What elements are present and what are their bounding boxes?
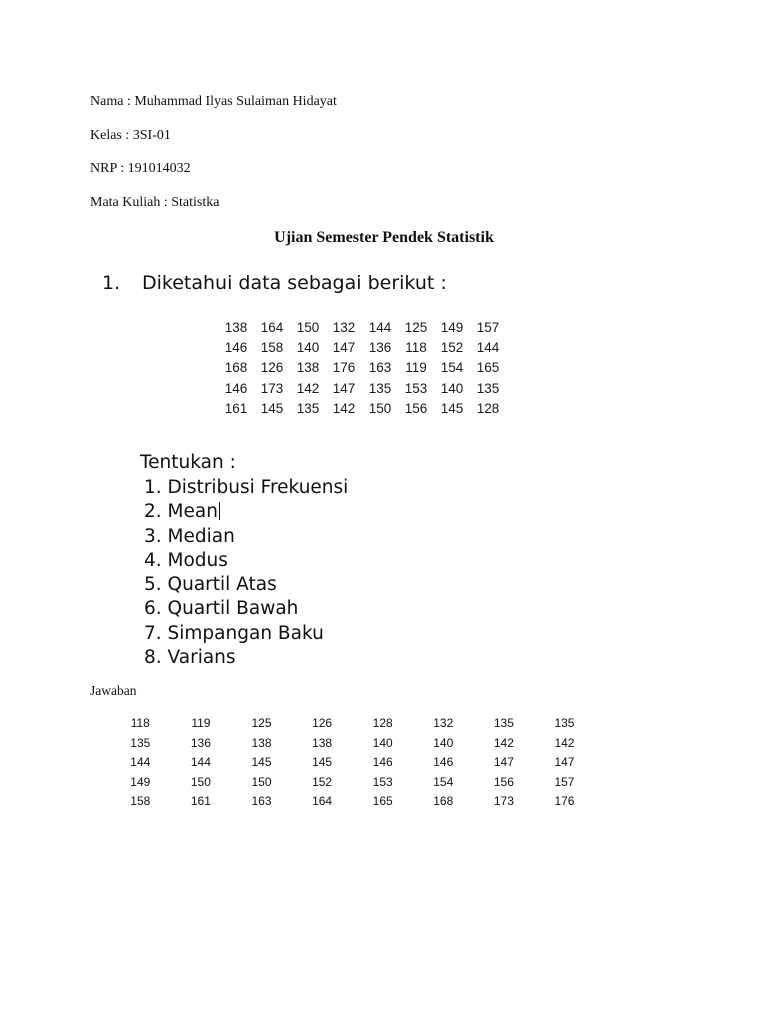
given-data-cell: 161 xyxy=(224,400,248,416)
given-data-cell: 146 xyxy=(224,380,248,396)
sorted-data-cell: 132 xyxy=(433,716,454,730)
sorted-data-cell: 163 xyxy=(251,794,272,808)
sorted-data-cell: 150 xyxy=(190,774,211,789)
sorted-data-cell: 135 xyxy=(554,716,575,730)
given-data-cell: 153 xyxy=(404,380,428,396)
given-data-cell: 144 xyxy=(476,340,500,356)
sorted-data-cell: 138 xyxy=(251,735,272,750)
task-list xyxy=(140,476,348,670)
sorted-data-cell: 128 xyxy=(372,716,393,730)
given-data-cell: 149 xyxy=(440,320,464,335)
sorted-data-cell: 164 xyxy=(312,794,333,808)
sorted-data-cell: 173 xyxy=(493,794,514,808)
given-data-cell: 135 xyxy=(476,380,500,396)
sorted-data-cell: 144 xyxy=(130,755,151,769)
sorted-data-cell: 146 xyxy=(433,755,454,769)
sorted-data-cell: 154 xyxy=(433,774,454,789)
sorted-data-cell: 140 xyxy=(372,735,393,750)
given-data-cell: 154 xyxy=(440,360,464,376)
sorted-data-cell: 140 xyxy=(433,735,454,750)
task-item-text: 5. Quartil Atas xyxy=(144,574,277,596)
task-item-text: 3. Median xyxy=(144,525,235,547)
sorted-data-cell: 147 xyxy=(554,755,575,769)
sorted-data-cell: 138 xyxy=(312,735,333,750)
task-item xyxy=(140,476,348,500)
given-data-cell: 173 xyxy=(260,380,284,396)
task-item xyxy=(140,525,348,549)
question-number: 1. xyxy=(102,272,121,294)
sorted-data-cell: 135 xyxy=(130,735,151,750)
task-item-text: 7. Simpangan Baku xyxy=(144,622,324,644)
answer-label: Jawaban xyxy=(90,683,137,698)
sorted-data-cell: 135 xyxy=(493,716,514,730)
given-data-cell: 142 xyxy=(332,400,356,416)
sorted-data-cell: 158 xyxy=(130,794,151,808)
sorted-data-table xyxy=(110,714,595,812)
given-data-cell: 146 xyxy=(224,340,248,356)
given-data-cell: 165 xyxy=(476,360,500,376)
sorted-data-cell: 145 xyxy=(312,755,333,769)
given-data-cell: 168 xyxy=(224,360,248,376)
task-item xyxy=(140,500,348,524)
sorted-data-cell: 156 xyxy=(493,774,514,789)
given-data-cell: 119 xyxy=(405,360,427,376)
course-name: Mata Kuliah : Statistka xyxy=(90,195,220,210)
given-data-cell: 135 xyxy=(296,400,320,416)
given-data-table xyxy=(218,318,506,419)
given-data-cell: 145 xyxy=(440,400,464,416)
sorted-data-cell: 152 xyxy=(312,774,333,789)
student-nrp: NRP : 191014032 xyxy=(90,161,191,176)
task-item xyxy=(140,622,348,646)
sorted-data-cell: 150 xyxy=(251,774,272,789)
given-data-cell: 164 xyxy=(260,320,284,335)
sorted-data-cell: 126 xyxy=(312,716,333,730)
task-item xyxy=(140,549,348,573)
given-data-cell: 126 xyxy=(260,360,284,376)
sorted-data-cell: 157 xyxy=(554,774,575,789)
student-class: Kelas : 3SI-01 xyxy=(90,128,171,143)
given-data-cell: 140 xyxy=(296,340,320,356)
given-data-cell: 156 xyxy=(404,400,428,416)
task-title: Tentukan : xyxy=(140,452,236,473)
sorted-data-cell: 168 xyxy=(433,794,454,808)
given-data-cell: 128 xyxy=(476,400,500,416)
sorted-data-cell: 147 xyxy=(493,755,514,769)
sorted-data-cell: 142 xyxy=(493,735,514,750)
task-item-text: 8. Varians xyxy=(144,647,236,669)
given-data-cell: 150 xyxy=(296,320,320,335)
given-data-cell: 163 xyxy=(368,360,392,376)
task-item-text: 1. Distribusi Frekuensi xyxy=(144,477,349,498)
task-item xyxy=(140,646,348,670)
task-item-text: 4. Modus xyxy=(144,549,228,571)
given-data-cell: 136 xyxy=(368,340,392,356)
given-data-cell: 144 xyxy=(368,320,392,335)
given-data-cell: 142 xyxy=(296,380,320,396)
given-data-cell: 147 xyxy=(332,380,356,396)
given-data-cell: 125 xyxy=(404,320,428,335)
sorted-data-cell: 176 xyxy=(554,794,575,808)
task-item-text: 2. Mean xyxy=(144,501,218,523)
given-data-cell: 132 xyxy=(332,320,356,335)
given-data-cell: 152 xyxy=(440,340,464,356)
exam-title: Ujian Semester Pendek Statistik xyxy=(274,229,494,246)
given-data-cell: 157 xyxy=(476,320,500,335)
sorted-data-cell: 142 xyxy=(554,735,575,750)
given-data-cell: 150 xyxy=(368,400,392,416)
question-heading xyxy=(102,270,447,296)
given-data-cell: 145 xyxy=(260,400,284,416)
given-data-cell: 158 xyxy=(260,340,284,356)
sorted-data-cell: 119 xyxy=(191,716,211,730)
task-item xyxy=(140,597,348,621)
task-item xyxy=(140,573,348,597)
text-cursor xyxy=(219,502,220,520)
sorted-data-cell: 165 xyxy=(372,794,393,808)
given-data-cell: 138 xyxy=(296,360,320,376)
given-data-cell: 118 xyxy=(405,340,427,356)
given-data-cell: 147 xyxy=(332,340,356,356)
sorted-data-cell: 149 xyxy=(130,774,151,789)
sorted-data-cell: 161 xyxy=(190,794,211,808)
sorted-data-cell: 145 xyxy=(251,755,272,769)
given-data-cell: 176 xyxy=(332,360,356,376)
sorted-data-cell: 125 xyxy=(251,716,272,730)
sorted-data-cell: 146 xyxy=(372,755,393,769)
student-name: Nama : Muhammad Ilyas Sulaiman Hidayat xyxy=(90,94,337,109)
sorted-data-cell: 118 xyxy=(130,716,150,730)
sorted-data-cell: 144 xyxy=(190,755,211,769)
given-data-cell: 140 xyxy=(440,380,464,396)
question-text: Diketahui data sebagai berikut : xyxy=(142,272,447,294)
task-item-text: 6. Quartil Bawah xyxy=(144,598,299,620)
task-section xyxy=(140,450,348,670)
given-data-cell: 138 xyxy=(224,320,248,335)
sorted-data-cell: 153 xyxy=(372,774,393,789)
given-data-cell: 135 xyxy=(368,380,392,396)
sorted-data-cell: 136 xyxy=(190,735,211,750)
